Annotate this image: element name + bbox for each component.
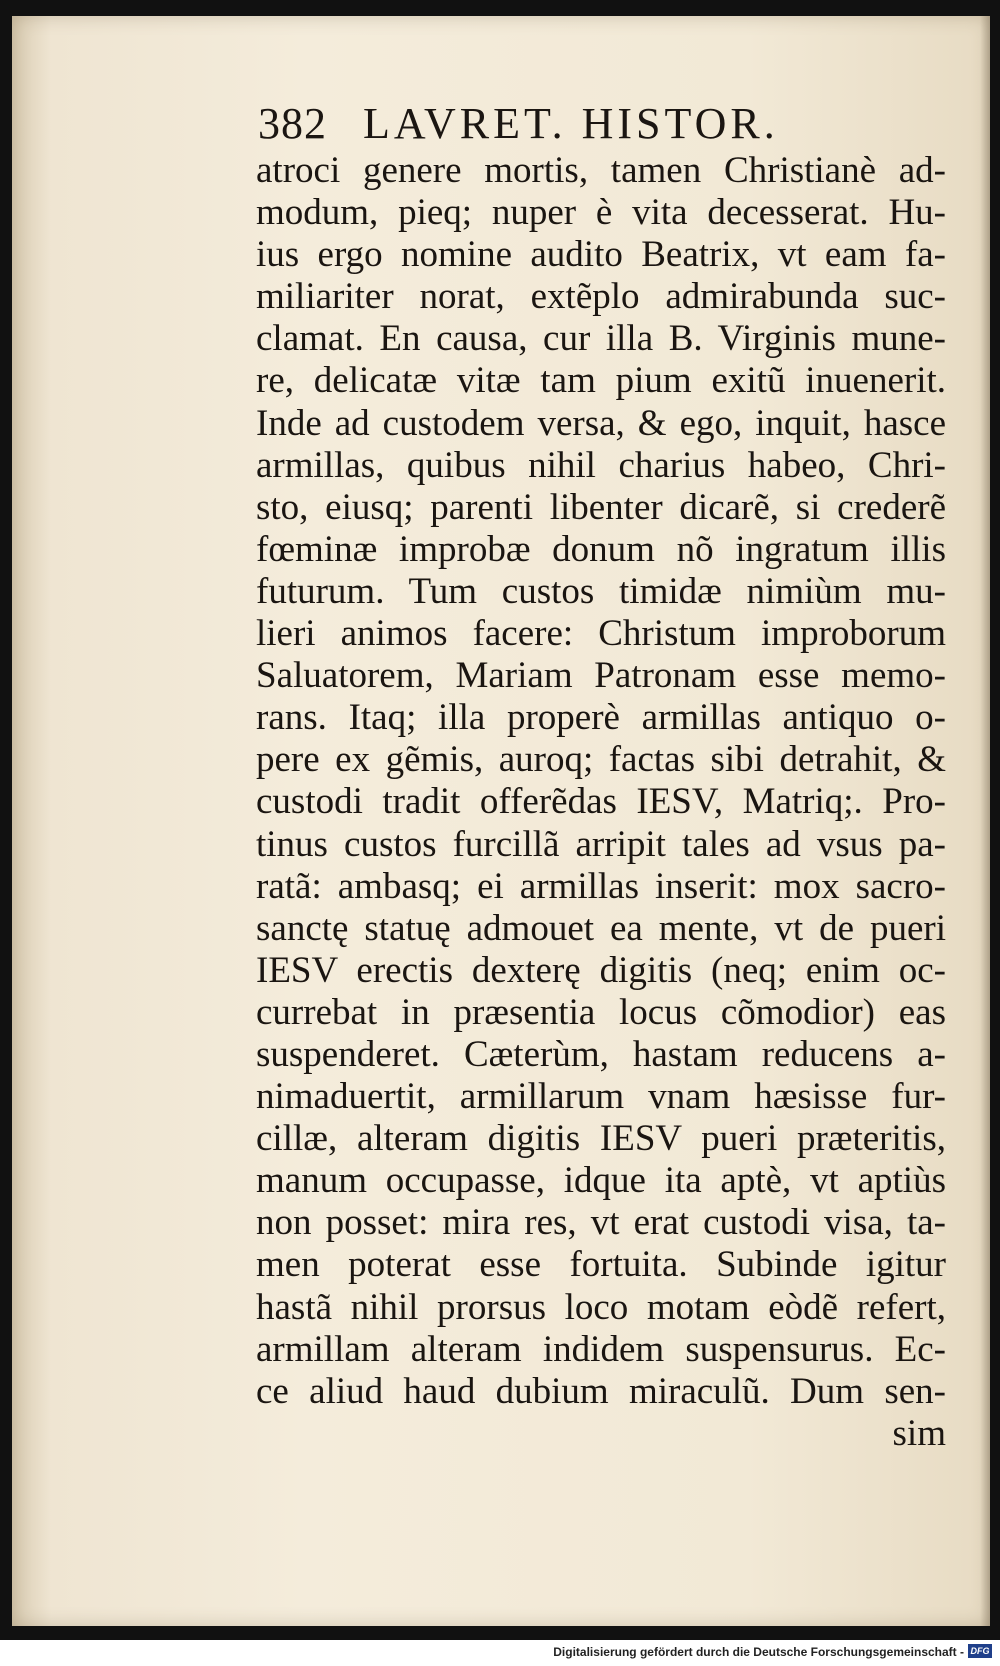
- text-line: sto, eiusq; parenti libenter dicarẽ, si crederẽ: [256, 486, 946, 528]
- text-line: ratã: ambasq; ei armillas inserit: mox sacro-: [256, 865, 946, 907]
- text-line: lieri animos facere: Christum improborum: [256, 613, 946, 655]
- text-line: currebat in præsentia locus cõmodior) eas: [256, 991, 946, 1033]
- text-line: suspenderet. Cæterùm, hastam reducens a-: [256, 1033, 946, 1075]
- running-title: LAVRET. HISTOR.: [363, 99, 779, 148]
- footer-credit: Digitalisierung gefördert durch die Deutsche Forschungsgemeinschaft -: [553, 1645, 964, 1659]
- text-line: re, delicatæ vitæ tam pium exitũ inuenerit.: [256, 360, 946, 402]
- text-line: tinus custos furcillã arripit tales ad vsus pa-: [256, 823, 946, 865]
- text-line: rans. Itaq; illa properè armillas antiquo o-: [256, 697, 946, 739]
- footer: [0, 1640, 1000, 1666]
- text-line: Saluatorem, Mariam Patronam esse memo-: [256, 655, 946, 697]
- text-line: custodi tradit offerẽdas IESV, Matriq;. Pro-: [256, 781, 946, 823]
- text-line: pere ex gẽmis, auroq; factas sibi detrahit, &: [256, 739, 946, 781]
- text-line: non posset: mira res, vt erat custodi visa, ta-: [256, 1202, 946, 1244]
- text-line: fœminæ improbæ donum nõ ingratum illis: [256, 528, 946, 570]
- text-line: men poterat esse fortuita. Subinde igitur: [256, 1244, 946, 1286]
- text-line: modum, pieq; nuper è vita decesserat. Hu-: [256, 192, 946, 234]
- text-line: hastã nihil prorsus loco motam eòdẽ refert,: [256, 1286, 946, 1328]
- text-line: ius ergo nomine audito Beatrix, vt eam fa-: [256, 234, 946, 276]
- body-text: [256, 150, 946, 1455]
- text-line: sim: [892, 1412, 946, 1454]
- dfg-logo-icon: DFG: [968, 1644, 992, 1658]
- text-line: armillam alteram indidem suspensurus. Ec-: [256, 1328, 946, 1370]
- page-edge-shadow: [980, 16, 990, 1626]
- text-line: nimaduertit, armillarum vnam hæsisse fur-: [256, 1076, 946, 1118]
- text-line: cillæ, alteram digitis IESV pueri præteritis,: [256, 1118, 946, 1160]
- page-number: 382: [258, 99, 327, 148]
- text-line: futurum. Tum custos timidæ nimiùm mu-: [256, 570, 946, 612]
- text-line: armillas, quibus nihil charius habeo, Chri-: [256, 444, 946, 486]
- text-line: IESV erectis dexterę digitis (neq; enim oc-: [256, 949, 946, 991]
- text-line: Inde ad custodem versa, & ego, inquit, hasce: [256, 402, 946, 444]
- text-line: atroci genere mortis, tamen Christianè ad-: [256, 150, 946, 191]
- text-line: clamat. En causa, cur illa B. Virginis mune-: [256, 318, 946, 360]
- text-line: ce aliud haud dubium miraculũ. Dum sen-: [256, 1370, 946, 1412]
- text-line: manum occupasse, idque ita aptè, vt aptiùs: [256, 1160, 946, 1202]
- running-head: [258, 96, 858, 152]
- text-line: miliariter norat, extẽplo admirabunda suc-: [256, 276, 946, 318]
- text-line: sanctę statuę admouet ea mente, vt de pueri: [256, 907, 946, 949]
